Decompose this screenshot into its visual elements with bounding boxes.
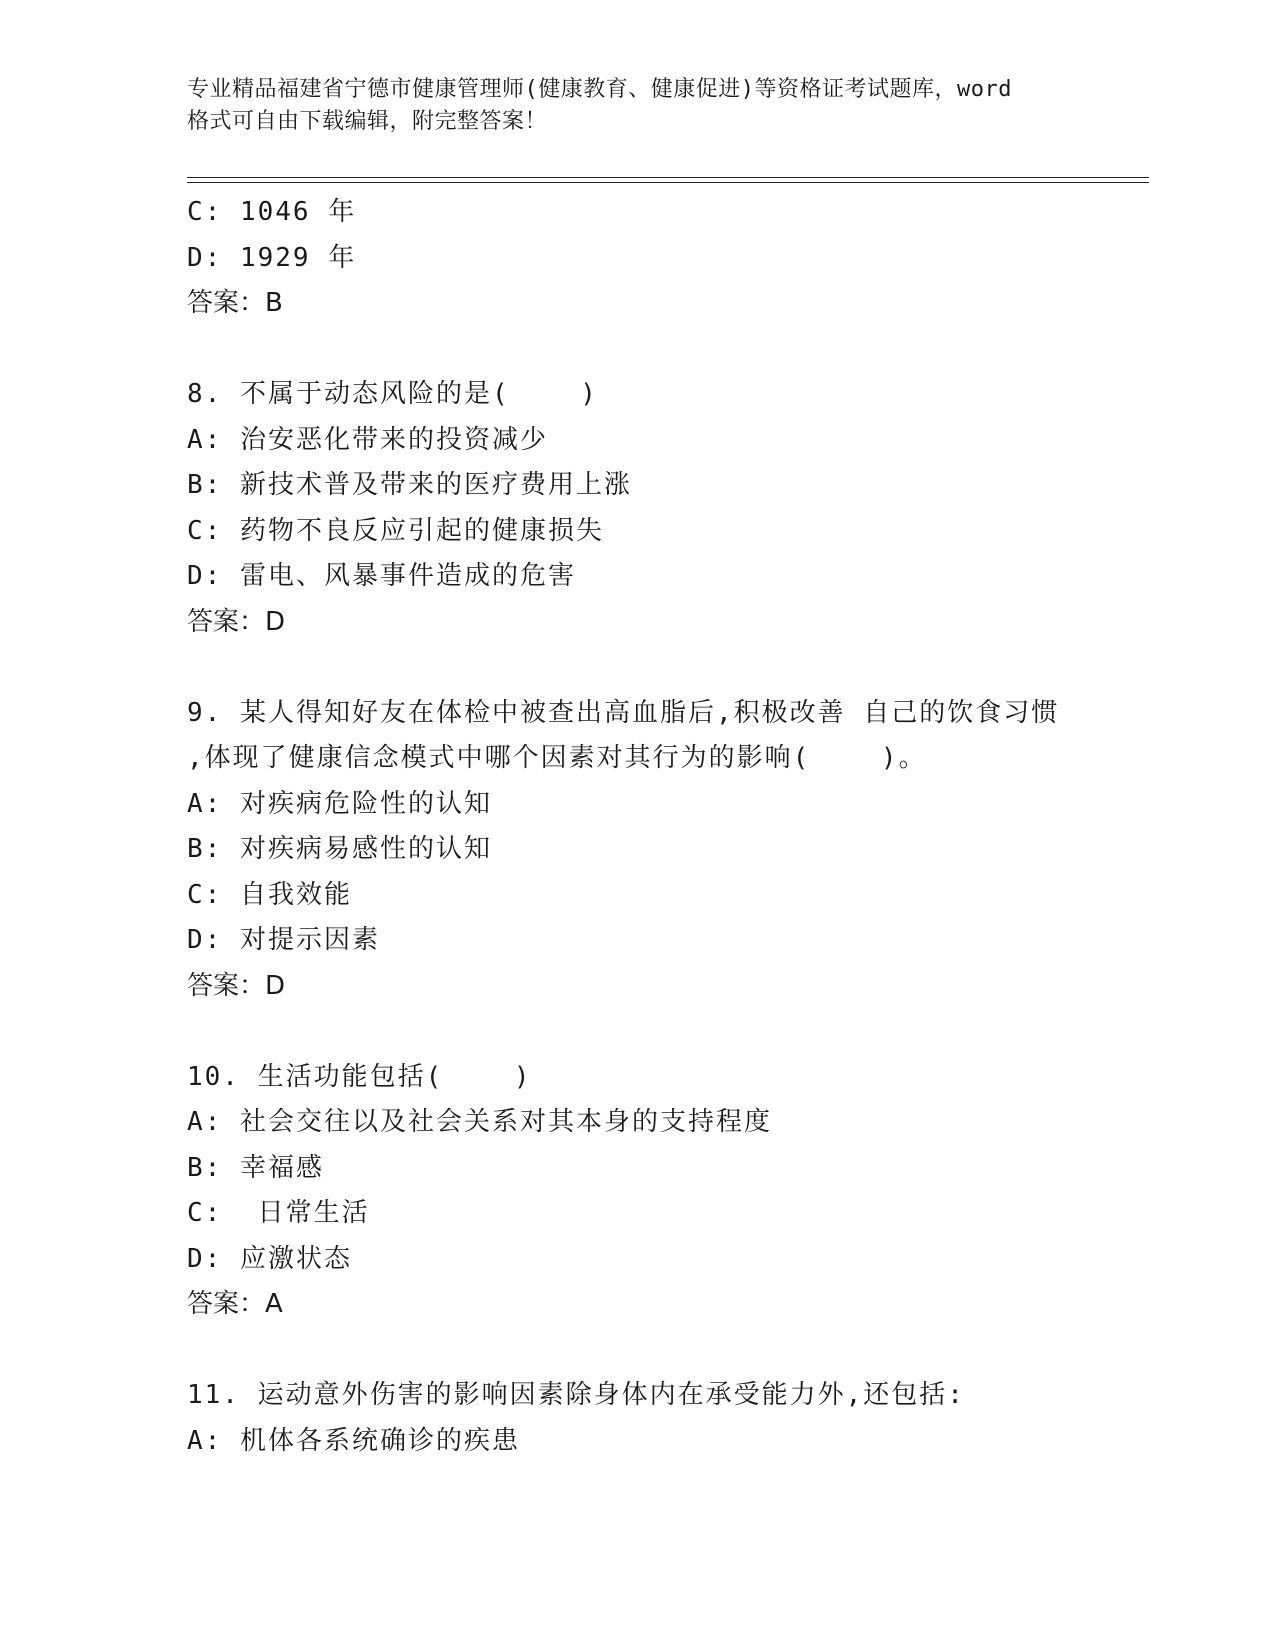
option-line: A: 对疾病危险性的认知 [187,788,492,819]
option-line: A: 机体各系统确诊的疾患 [187,1425,520,1456]
header-line-2: 格式可自由下载编辑，附完整答案！ [187,109,548,134]
document-header [187,74,1087,138]
answer-line: 答案：B [187,288,283,318]
option-line: C: 1046 年 [187,197,357,227]
spacer [187,645,1147,691]
option-line: B: 新技术普及带来的医疗费用上涨 [187,470,632,500]
question-text: 9. 某人得知好友在体检中被查出高血脂后,积极改善 自己的饮食习惯 [187,697,1060,728]
header-divider-top [187,177,1149,178]
option-line: D: 应激状态 [187,1243,352,1274]
option-line: C: 自我效能 [187,879,352,910]
header-divider-bottom [187,182,1149,183]
question-text: 8. 不属于动态风险的是( ) [187,379,598,409]
question-text: 11. 运动意外伤害的影响因素除身体内在承受能力外,还包括: [187,1380,965,1410]
option-line: A: 治安恶化带来的投资减少 [187,424,548,455]
question-list [187,190,1147,1464]
option-line: B: 对疾病易感性的认知 [187,834,492,864]
option-line: A: 社会交往以及社会关系对其本身的支持程度 [187,1107,772,1137]
spacer [187,1009,1147,1055]
answer-line: 答案：D [187,970,286,1001]
spacer [187,327,1147,373]
answer-line: 答案：D [187,606,286,637]
option-line: D: 对提示因素 [187,925,380,955]
option-line: C: 日常生活 [187,1198,370,1228]
option-line: B: 幸福感 [187,1152,324,1183]
question-text: ,体现了健康信念模式中哪个因素对其行为的影响( )。 [187,743,927,773]
option-line: C: 药物不良反应引起的健康损失 [187,515,604,546]
answer-line: 答案：A [187,1289,283,1319]
question-text: 10. 生活功能包括( ) [187,1061,532,1092]
option-line: D: 1929 年 [187,242,357,273]
header-line-1: 专业精品福建省宁德市健康管理师(健康教育、健康促进)等资格证考试题库，word [187,77,1012,102]
spacer [187,1328,1147,1374]
option-line: D: 雷电、风暴事件造成的危害 [187,561,576,591]
